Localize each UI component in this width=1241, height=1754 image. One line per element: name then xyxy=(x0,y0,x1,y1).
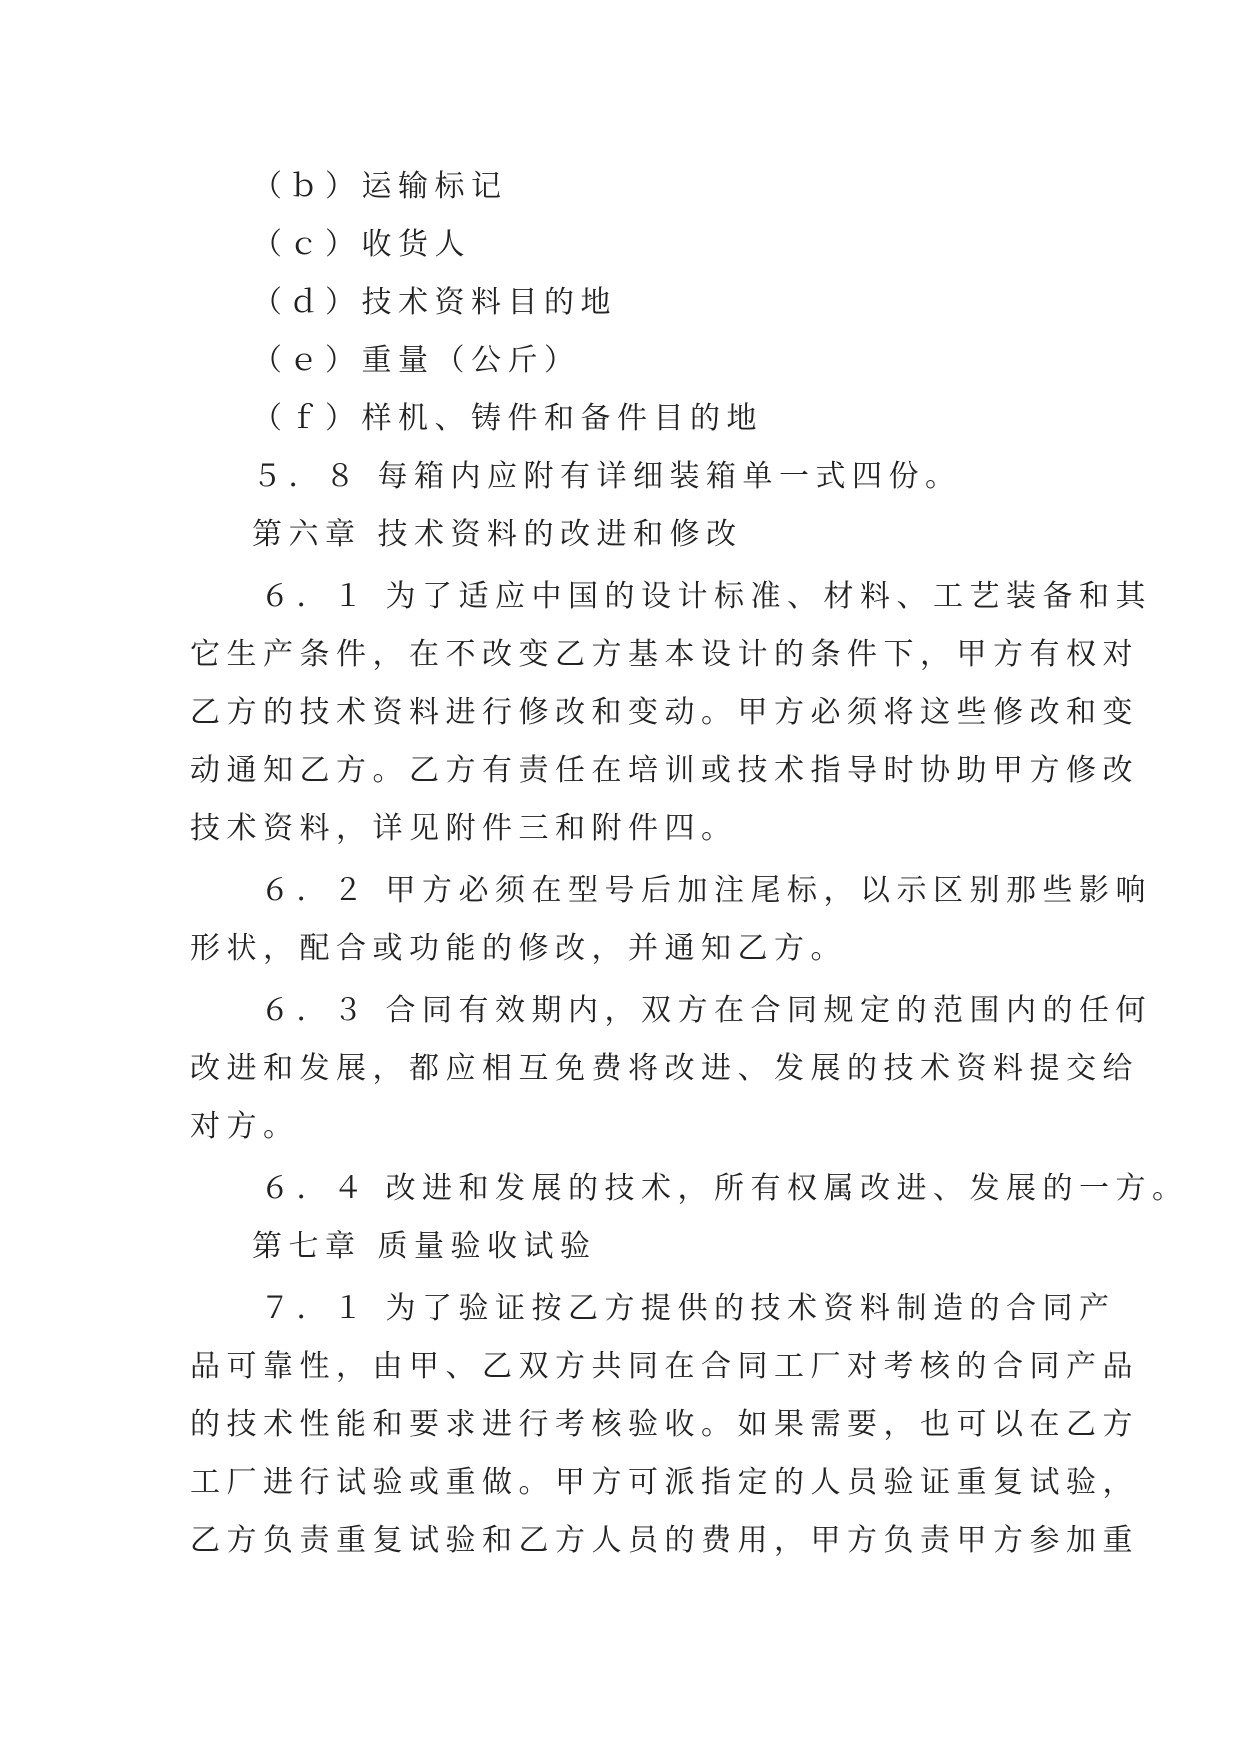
chapter-6-heading: 第六章 技术资料的改进和修改 xyxy=(252,517,743,552)
clause-7-1-line: 工厂进行试验或重做。甲方可派指定的人员验证重复试验， xyxy=(190,1465,1139,1500)
clause-6-1-line: ６．１ 为了适应中国的设计标准、材料、工艺装备和其 xyxy=(260,579,1153,614)
clause-6-1-line: 它生产条件，在不改变乙方基本设计的条件下，甲方有权对 xyxy=(190,637,1139,672)
clause-6-1-line: 技术资料，详见附件三和附件四。 xyxy=(190,811,738,846)
list-item-c: （ｃ）收货人 xyxy=(252,227,471,262)
clause-7-1-line: 品可靠性，由甲、乙双方共同在合同工厂对考核的合同产品 xyxy=(190,1349,1139,1384)
document-body xyxy=(190,158,1189,1570)
list-item-d: （ｄ）技术资料目的地 xyxy=(252,285,617,320)
clause-6-3-line: 改进和发展，都应相互免费将改进、发展的技术资料提交给 xyxy=(190,1051,1139,1086)
clause-6-3-line: ６．３ 合同有效期内，双方在合同规定的范围内的任何 xyxy=(260,993,1153,1028)
clause-5-8: ５．８ 每箱内应附有详细装箱单一式四份。 xyxy=(252,459,962,494)
list-item-f: （ｆ）样机、铸件和备件目的地 xyxy=(252,401,763,436)
clause-6-2-line: ６．２ 甲方必须在型号后加注尾标，以示区别那些影响 xyxy=(260,873,1153,908)
clause-6-1-line: 动通知乙方。乙方有责任在培训或技术指导时协助甲方修改 xyxy=(190,753,1139,788)
list-item-e: （ｅ）重量（公斤） xyxy=(252,343,581,378)
chapter-7-heading: 第七章 质量验收试验 xyxy=(252,1229,597,1264)
clause-6-4: ６．４ 改进和发展的技术，所有权属改进、发展的一方。 xyxy=(260,1171,1189,1206)
clause-7-1-line: 乙方负责重复试验和乙方人员的费用，甲方负责甲方参加重 xyxy=(190,1523,1139,1558)
clause-7-1-line: 的技术性能和要求进行考核验收。如果需要，也可以在乙方 xyxy=(190,1407,1139,1442)
list-item-b: （ｂ）运输标记 xyxy=(252,169,508,204)
clause-6-3-line: 对方。 xyxy=(190,1109,300,1144)
clause-6-2-line: 形状，配合或功能的修改，并通知乙方。 xyxy=(190,931,847,966)
clause-7-1-line: ７．１ 为了验证按乙方提供的技术资料制造的合同产 xyxy=(260,1291,1116,1326)
clause-6-1-line: 乙方的技术资料进行修改和变动。甲方必须将这些修改和变 xyxy=(190,695,1139,730)
